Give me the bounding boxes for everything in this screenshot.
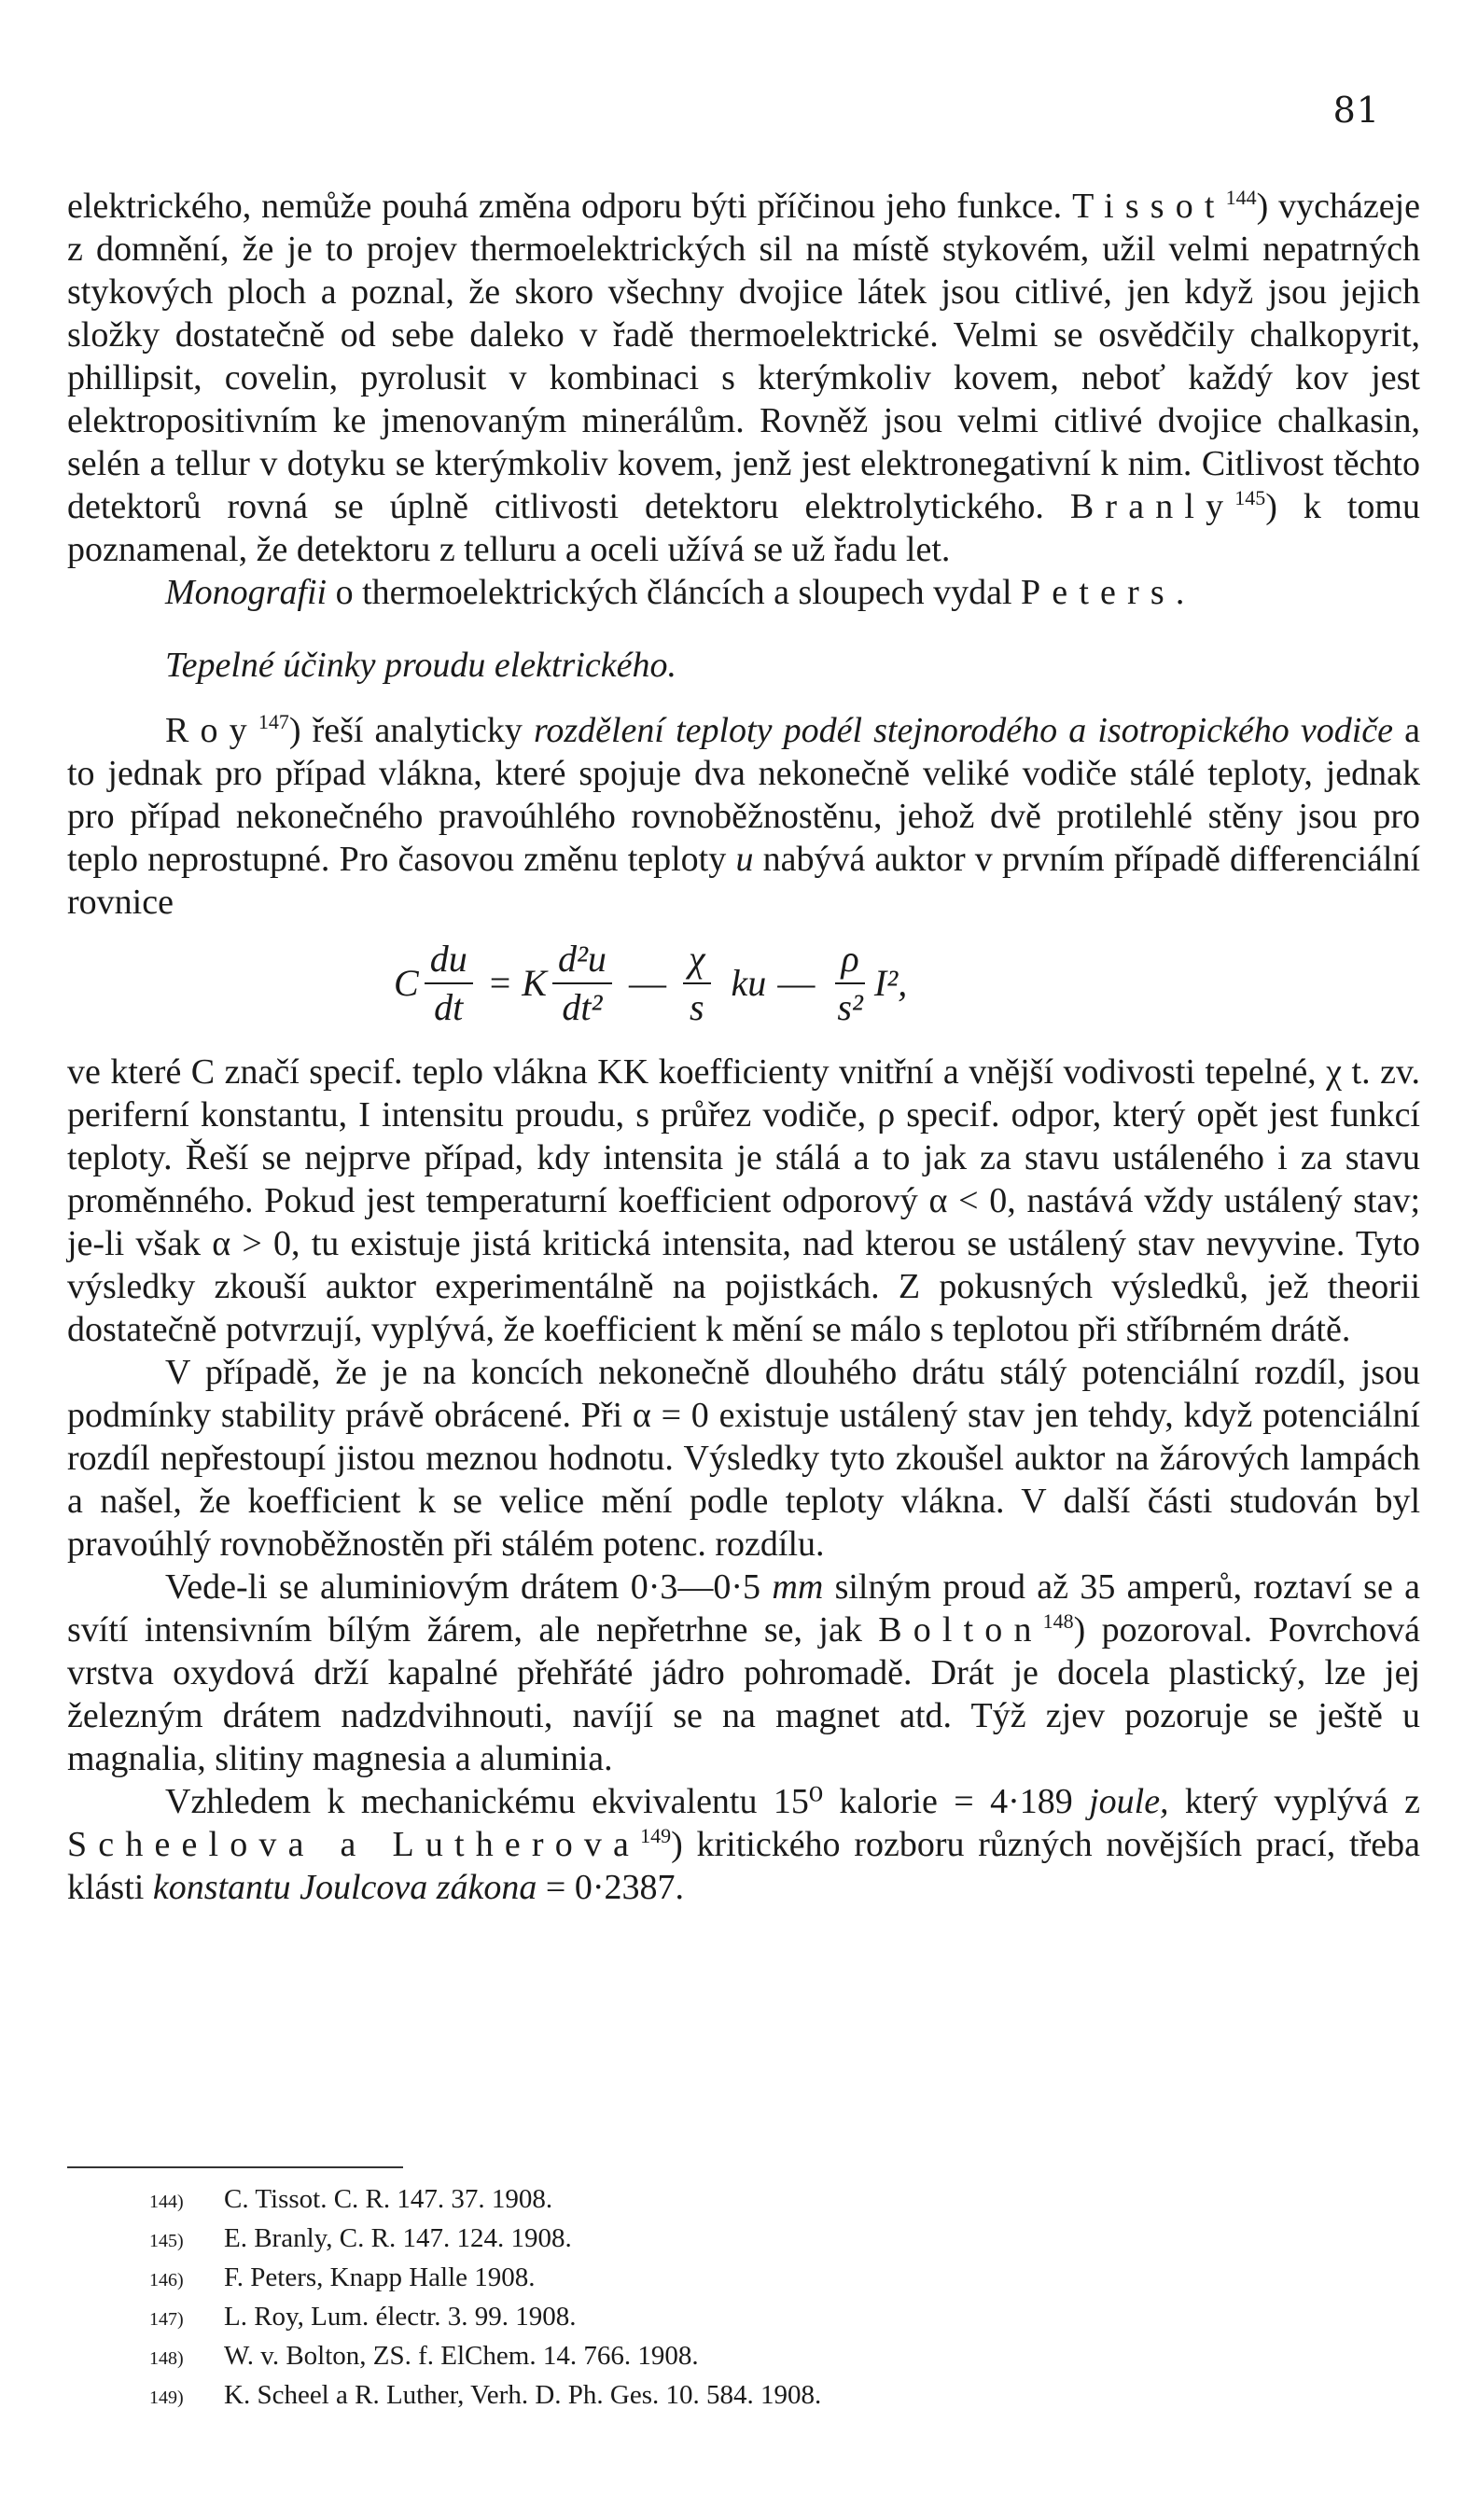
text-run: Vede-li se aluminiovým drátem 0·3—0·5 <box>165 1567 761 1607</box>
page-number: 81 <box>1332 90 1380 131</box>
text-run: nabývá auktor v prvním případě differenciální rovnice <box>67 840 1421 922</box>
text-run: ) řeší analyticky <box>288 711 523 750</box>
footnote-text: E. Branly, C. R. 147. 124. 1908. <box>224 2223 572 2253</box>
footnote-number: 144) <box>149 2192 184 2212</box>
text-run: elektrického, nemůže pouhá změna odporu býti příčinou jeho funkce. <box>67 187 1063 226</box>
text-run: o thermoelektrických článcích a sloupech vydal <box>335 573 1012 612</box>
text-run: . <box>1175 573 1185 612</box>
text-run: ) vycházeje z domnění, že je to projev thermoelektrických sil na místě stykovém, užil velmi nepatrných stykových ploch a poznal, že skoro všechny dvojice látek jsou citlivé, jen když jsou jejich složky dostatečně od sebe daleko v řadě thermoelektrické. Velmi se osvědčily chalkopyrit, phillipsit, covelin, pyrolusit v kombinaci s kterýmkoliv kovem, neboť každý kov jest elektropositivním ke jmenovaným minerálům. Rovněž jsou velmi citlivé dvojice chalkasin, selén a tellur v dotyku se kterýmkoliv kovem, jenž jest elektronegativní k nim. Citlivost těchto detektorů rovná se úplně citlivosti detektoru elektrolytického. <box>67 187 1421 526</box>
text-run: ) kritického rozboru různých novějších prací, třeba klásti <box>67 1825 1420 1907</box>
footnote <box>149 2377 822 2416</box>
eq-I2: I², <box>873 962 908 1004</box>
eq-ku: ku <box>731 962 767 1004</box>
footnote-divider <box>67 2166 403 2168</box>
numerator: d²u <box>552 938 612 984</box>
italic-phrase: rozdělení teploty podél stejnorodého a isotropického vodiče <box>533 711 1394 750</box>
text-run: silným proud až 35 amperů, roztaví se a svítí intensivním bílým žárem, ale nepřetrhne se, jak <box>67 1567 1421 1650</box>
footnote <box>149 2221 821 2260</box>
differential-equation <box>67 927 1420 1039</box>
footnote <box>149 2181 821 2221</box>
footnote-text: C. Tissot. C. R. 147. 37. 1908. <box>224 2184 553 2214</box>
numerator: χ <box>683 938 711 984</box>
eq-equals: = <box>489 962 511 1004</box>
numerator: ρ <box>835 938 864 984</box>
author-bolton: Bolton <box>878 1610 1043 1650</box>
italic-joule-law: konstantu Joulcova zákona <box>152 1868 537 1907</box>
author-roy: Roy <box>165 711 258 750</box>
author-branly: Branly <box>1069 487 1235 526</box>
footnote-number: 146) <box>149 2270 184 2290</box>
denominator: s² <box>837 986 863 1028</box>
author-peters: Peters <box>1021 573 1176 612</box>
ref-148: 148 <box>1042 1609 1074 1633</box>
footnote-text: F. Peters, Knapp Halle 1908. <box>224 2262 536 2292</box>
denominator: dt² <box>562 986 603 1028</box>
text-run: ) pozoroval. Povrchová vrstva oxydová drží kapalné přehřáté jádro pohromadě. Drát je docela plastický, lze jej železným drátem nadzdvihnouti, navíjí se na magnet atd. Týž zjev pozoruje se ještě u magnalia, slitiny magnesia a aluminia. <box>67 1610 1420 1778</box>
footnote-text: L. Roy, Lum. électr. 3. 99. 1908. <box>224 2302 577 2332</box>
text-run: = 0·2387. <box>545 1868 685 1907</box>
footnote-number: 149) <box>149 2388 184 2408</box>
fraction-du-dt <box>425 938 473 1029</box>
denominator: s <box>689 986 704 1028</box>
ref-147: 147 <box>258 710 289 733</box>
ref-149: 149 <box>640 1824 672 1847</box>
fraction-d2u-dt2 <box>552 938 612 1029</box>
paragraph-7 <box>67 1780 1420 1909</box>
numerator: du <box>425 938 473 984</box>
footnote <box>149 2299 821 2338</box>
eq-minus: — <box>628 962 666 1004</box>
fraction-rho-s2 <box>831 938 869 1029</box>
footnote-text: W. v. Bolton, ZS. f. ElChem. 14. 766. 1908. <box>224 2341 699 2371</box>
eq-K: K <box>522 962 547 1004</box>
paragraph-6 <box>67 1566 1420 1780</box>
monografii: Monografii <box>165 573 328 612</box>
paragraph-3 <box>67 709 1420 924</box>
unit-joule: joule, <box>1089 1782 1169 1821</box>
eq-C: C <box>394 962 419 1004</box>
paragraph-1 <box>67 185 1420 571</box>
unit-mm: mm <box>772 1567 824 1607</box>
text-run: ) k tomu poznamenal, že detektoru z telluru a oceli užívá se už řadu let. <box>67 487 1420 569</box>
paragraph-4: ve které C značí specif. teplo vlákna KK koefficienty vnitřní a vnější vodivosti tepelné, χ t. zv. periferní konstantu, I intensitu proudu, s průřez vodiče, ρ specif. odpor, který opět jest funkcí teploty. Řeší se nejprve případ, kdy intensita je stálá a to jak za stavu ustáleného i za stavu proměnného. Pokud jest temperaturní koefficient odporový α < 0, nastává vždy ustálený stav; je-li však α > 0, tu existuje jistá kritická intensita, nad kterou se ustálený stav nevyvine. Tyto výsledky zkouší auktor experimentálně na pojistkách. Z pokusných výsledků, jež theorii dostatečně potvrzují, vyplývá, že koefficient k mění se málo s teplotou při stříbrném drátě. <box>67 1052 1420 1349</box>
authors-scheel-luther: Scheelova a Lutherova <box>67 1825 641 1864</box>
var-u: u <box>735 840 754 879</box>
ref-145: 145 <box>1234 486 1266 509</box>
text-run: který vyplývá z <box>1184 1782 1420 1821</box>
author-tissot: Tissot <box>1072 187 1226 226</box>
footnote-text: K. Scheel a R. Luther, Verh. D. Ph. Ges. 10. 584. 1908. <box>224 2380 822 2410</box>
body-text <box>67 185 1420 1909</box>
footnote-number: 147) <box>149 2309 184 2330</box>
footnote <box>149 2260 821 2299</box>
eq-minus: — <box>777 962 816 1004</box>
footnote <box>149 2338 821 2377</box>
paragraph-5: V případě, že je na koncích nekonečně dlouhého drátu stálý potenciální rozdíl, jsou podmínky stability právě obrácené. Při α = 0 existuje ustálený stav jen tehdy, když potenciální rozdíl nepřestoupí jistou meznou hodnotu. Výsledky tyto zkoušel auktor na žárových lampách a našel, že koefficient k se velice mění podle teploty vlákna. V další části studován byl pravoúhlý rovnoběžnostěn při stálém potenc. rozdílu. <box>67 1353 1420 1564</box>
text-run: a to jednak pro případ vlákna, které spojuje dva nekonečně veliké vodiče stálé teploty, jednak pro případ nekonečného pravoúhlého rovnoběžnostěnu, jehož dvě protilehlé stěny jsou pro teplo neprostupné. Pro časovou změnu teploty <box>67 711 1421 879</box>
paragraph-2 <box>67 571 1420 614</box>
text-run: Vzhledem k mechanickému ekvivalentu 15⁰ kalorie = 4·189 <box>165 1782 1073 1821</box>
denominator: dt <box>434 986 464 1028</box>
footnote-number: 148) <box>149 2348 184 2369</box>
footnotes <box>149 2181 822 2416</box>
footnote-number: 145) <box>149 2231 184 2251</box>
ref-144: 144 <box>1225 186 1257 209</box>
fraction-chi-s <box>683 938 711 1029</box>
section-heading: Tepelné účinky proudu elektrického. <box>165 646 676 685</box>
